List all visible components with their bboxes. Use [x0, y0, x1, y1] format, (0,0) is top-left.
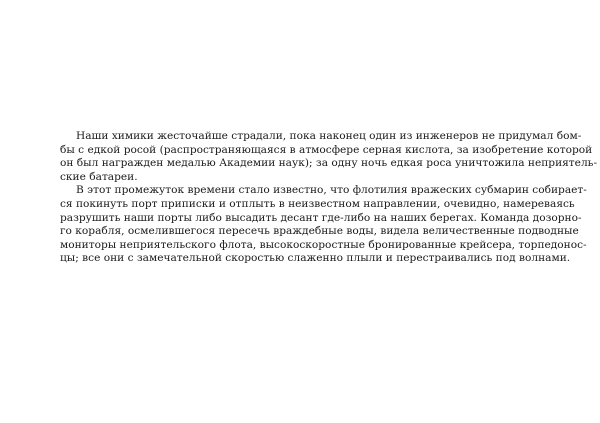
paragraph-1 — [60, 130, 598, 184]
text-line: Наши химики жесточайше страдали, пока наконец один из инженеров не придумал бом- — [76, 130, 582, 142]
body-text — [60, 130, 598, 266]
paragraph-2 — [60, 184, 587, 266]
text-line: разрушить наши порты либо высадить десант где-либо на наших берегах. Команда дозорно- — [60, 211, 582, 224]
text-line: ские батареи. — [60, 170, 138, 183]
text-line: бы с едкой росой (распространяющаяся в атмосфере серная кислота, за изобретение которой — [60, 143, 593, 156]
text-line: го корабля, осмелившегося пересечь враждебные воды, видела величественные подводные — [60, 225, 579, 238]
text-line: цы; все они с замечательной скоростью слаженно плыли и перестраивались под волнами. — [60, 252, 571, 265]
text-line: мониторы неприятельского флота, высокоскоростные бронированные крейсера, торпедонос- — [60, 238, 587, 251]
text-line: В этот промежуток времени стало известно, что флотилия вражеских субмарин собирает- — [76, 184, 587, 197]
text-line: он был награжден медалью Академии наук); за одну ночь едкая роса уничтожила неприятель- — [60, 157, 598, 170]
text-line: ся покинуть порт приписки и отплыть в неизвестном направлении, очевидно, намереваясь — [60, 197, 575, 210]
